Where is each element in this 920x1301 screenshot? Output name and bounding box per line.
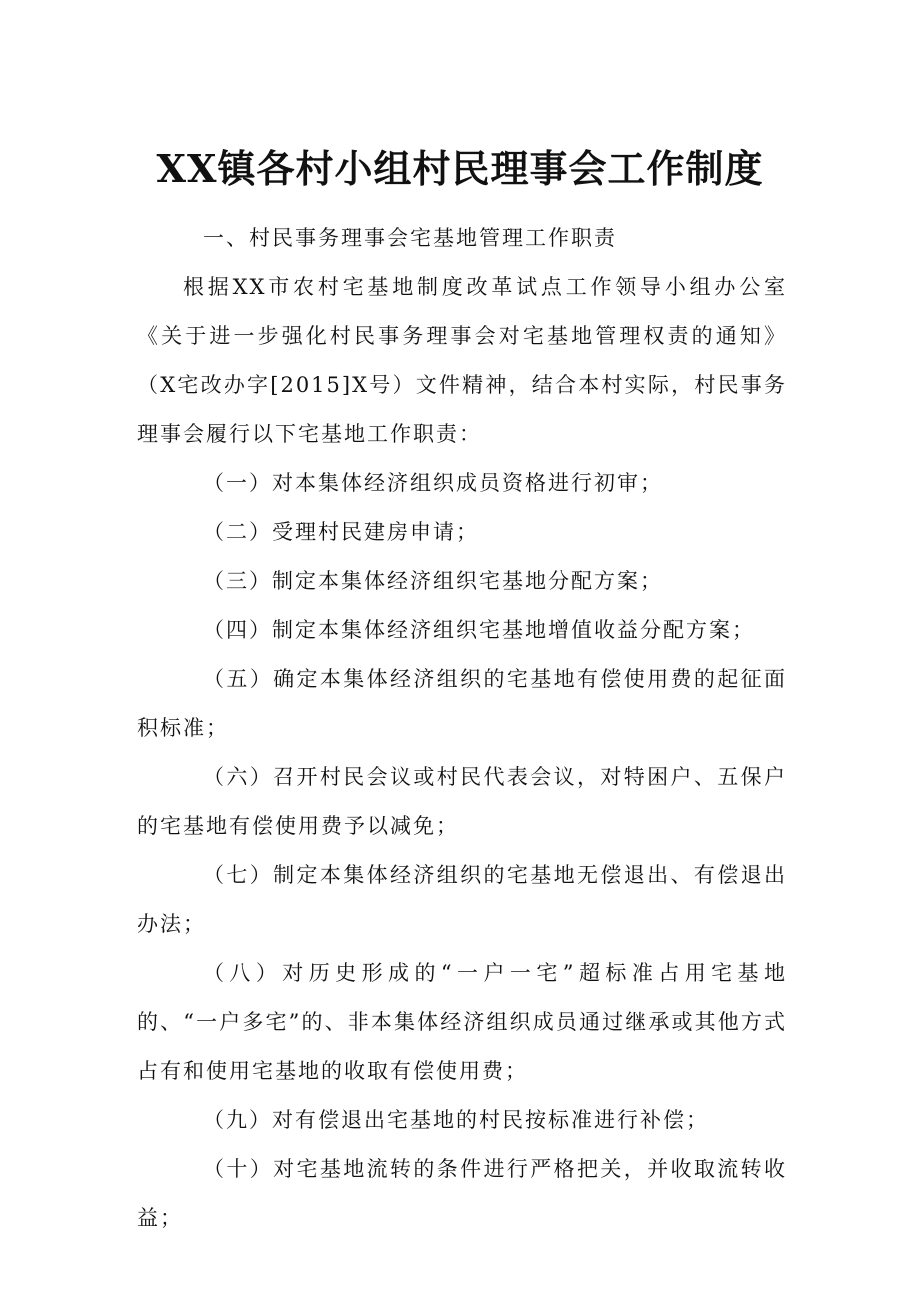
intro-paragraph: 根据XX市农村宅基地制度改革试点工作领导小组办公室《关于进一步强化村民事务理事会对宅基地管理权责的通知》（X宅改办字[2015]X号）文件精神，结合本村实际，村民事务理事会履行以下宅基地工作职责： — [137, 275, 787, 446]
duty-item-1: （一）对本集体经济组织成员资格进行初审； — [203, 471, 663, 495]
duty-item-8: （八）对历史形成的“一户一宅”超标准占用宅基地的、“一户多宅”的、非本集体经济组织成员通过继承或其他方式占有和使用宅基地的收取有偿使用费； — [137, 961, 787, 1083]
duty-item-2: （二）受理村民建房申请； — [203, 520, 479, 544]
duty-item-10: （十）对宅基地流转的条件进行严格把关，并收取流转收益； — [137, 1157, 787, 1230]
duty-item-4: （四）制定本集体经济组织宅基地增值收益分配方案； — [203, 618, 755, 642]
duty-item-9: （九）对有偿退出宅基地的村民按标准进行补偿； — [203, 1108, 709, 1132]
section-heading: 一、村民事务理事会宅基地管理工作职责 — [203, 226, 617, 250]
duty-item-6: （六）召开村民会议或村民代表会议，对特困户、五保户的宅基地有偿使用费予以减免； — [137, 765, 787, 838]
document-body — [137, 214, 787, 1243]
duty-item-3: （三）制定本集体经济组织宅基地分配方案； — [203, 569, 663, 593]
duty-item-5: （五）确定本集体经济组织的宅基地有偿使用费的起征面积标准； — [137, 667, 787, 740]
document-title: XX镇各村小组村民理事会工作制度 — [156, 146, 764, 192]
duty-item-7: （七）制定本集体经济组织的宅基地无偿退出、有偿退出办法； — [137, 863, 787, 936]
